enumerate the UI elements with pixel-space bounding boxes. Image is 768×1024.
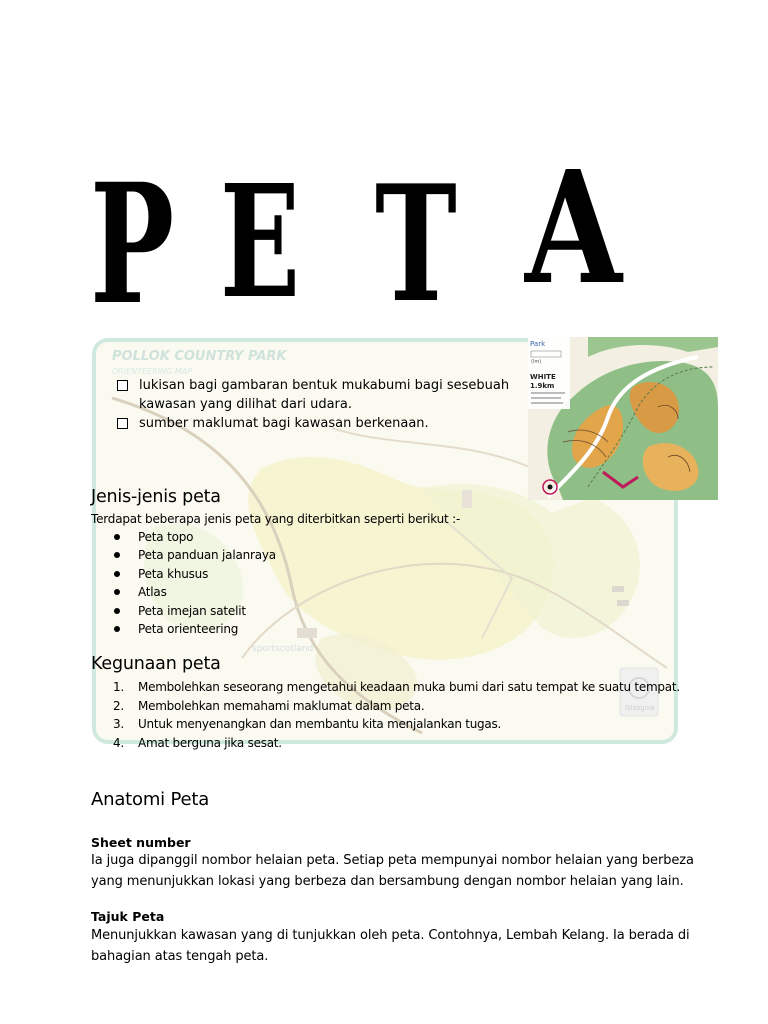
- list-item: [91, 697, 680, 716]
- list-item-text: Atlas: [138, 585, 167, 600]
- list-item: [91, 528, 276, 546]
- definition-item: [115, 414, 515, 433]
- list-item-text: Amat berguna jika sesat.: [138, 735, 282, 750]
- list-item: [91, 678, 680, 697]
- inset-corner-label: Park: [530, 340, 546, 348]
- anatomi-heading: Anatomi Peta: [91, 789, 210, 810]
- list-item-text: Membolehkan memahami maklumat dalam peta.: [138, 698, 425, 713]
- kegunaan-list: [91, 678, 680, 752]
- list-item: [91, 734, 680, 753]
- definition-item: [115, 376, 515, 414]
- inset-distance-label: 1.9km: [530, 382, 555, 390]
- tajuk-peta-text: Menunjukkan kawasan yang di tunjukkan oleh peta. Contohnya, Lembah Kelang. Ia berada di bahagian atas tengah peta.: [91, 928, 690, 964]
- bullet-dot-icon: [114, 608, 120, 614]
- definition-text: sumber maklumat bagi kawasan berkenaan.: [139, 416, 429, 431]
- title-letter-a: A: [525, 137, 622, 320]
- title-letter-e: E: [220, 151, 301, 330]
- sheet-number-heading: Sheet number: [91, 835, 191, 850]
- list-item: [91, 583, 276, 601]
- list-item: [91, 620, 276, 638]
- list-item-text: Membolehkan seseorang mengetahui keadaan muka bumi dari satu tempat ke suatu tempat.: [138, 680, 680, 694]
- definition-list: [115, 376, 515, 433]
- list-item-text: Peta panduan jalanraya: [138, 548, 276, 563]
- kegunaan-heading: Kegunaan peta: [91, 654, 221, 674]
- page-title: [70, 110, 720, 330]
- sheet-number-text: Ia juga dipanggil nombor helaian peta. Setiap peta mempunyai nombor helaian yang berbeza yang menunjukkan lokasi yang berbeza dan bersambung dengan nombor helaian yang lain.: [91, 853, 694, 889]
- list-number: 1.: [113, 680, 124, 694]
- list-item: [91, 565, 276, 583]
- definition-text: lukisan bagi gambaran bentuk mukabumi bagi sesebuah kawasan yang dilihat dari udara.: [139, 378, 510, 412]
- square-bullet-icon: [117, 380, 128, 391]
- council-label: Glasgow: [625, 704, 655, 712]
- square-bullet-icon: [117, 418, 128, 429]
- park-name-label: POLLOK COUNTRY PARK: [112, 349, 287, 364]
- list-number: 4.: [113, 735, 124, 750]
- jenis-heading: Jenis-jenis peta: [91, 487, 221, 507]
- list-item: [91, 546, 276, 564]
- park-subtitle-label: ORIENTEERING MAP: [112, 367, 193, 376]
- bullet-dot-icon: [114, 589, 120, 595]
- jenis-list: [91, 528, 276, 638]
- list-item-text: Peta imejan satelit: [138, 603, 246, 618]
- sport-label: sportscotland: [252, 644, 314, 654]
- list-item-text: Peta khusus: [138, 566, 209, 581]
- bullet-dot-icon: [114, 534, 120, 540]
- list-number: 3.: [113, 717, 124, 732]
- list-item: [91, 715, 680, 734]
- jenis-intro: Terdapat beberapa jenis peta yang diterbitkan seperti berikut :-: [91, 512, 461, 526]
- list-item: [91, 602, 276, 620]
- list-number: 2.: [113, 698, 124, 713]
- tajuk-peta-heading: Tajuk Peta: [91, 909, 165, 924]
- list-item-text: Untuk menyenangkan dan membantu kita menjalankan tugas.: [138, 717, 502, 732]
- bullet-dot-icon: [114, 626, 120, 632]
- list-item-text: Peta topo: [138, 530, 194, 544]
- list-item-text: Peta orienteering: [138, 622, 239, 637]
- title-letter-p: P: [90, 148, 175, 330]
- title-letter-t: T: [375, 150, 457, 330]
- inset-scale-label: (lm): [531, 359, 542, 365]
- bullet-dot-icon: [114, 571, 120, 577]
- inset-course-label: WHITE: [530, 373, 556, 381]
- bullet-dot-icon: [114, 552, 120, 558]
- orienteering-map-image: [528, 337, 718, 500]
